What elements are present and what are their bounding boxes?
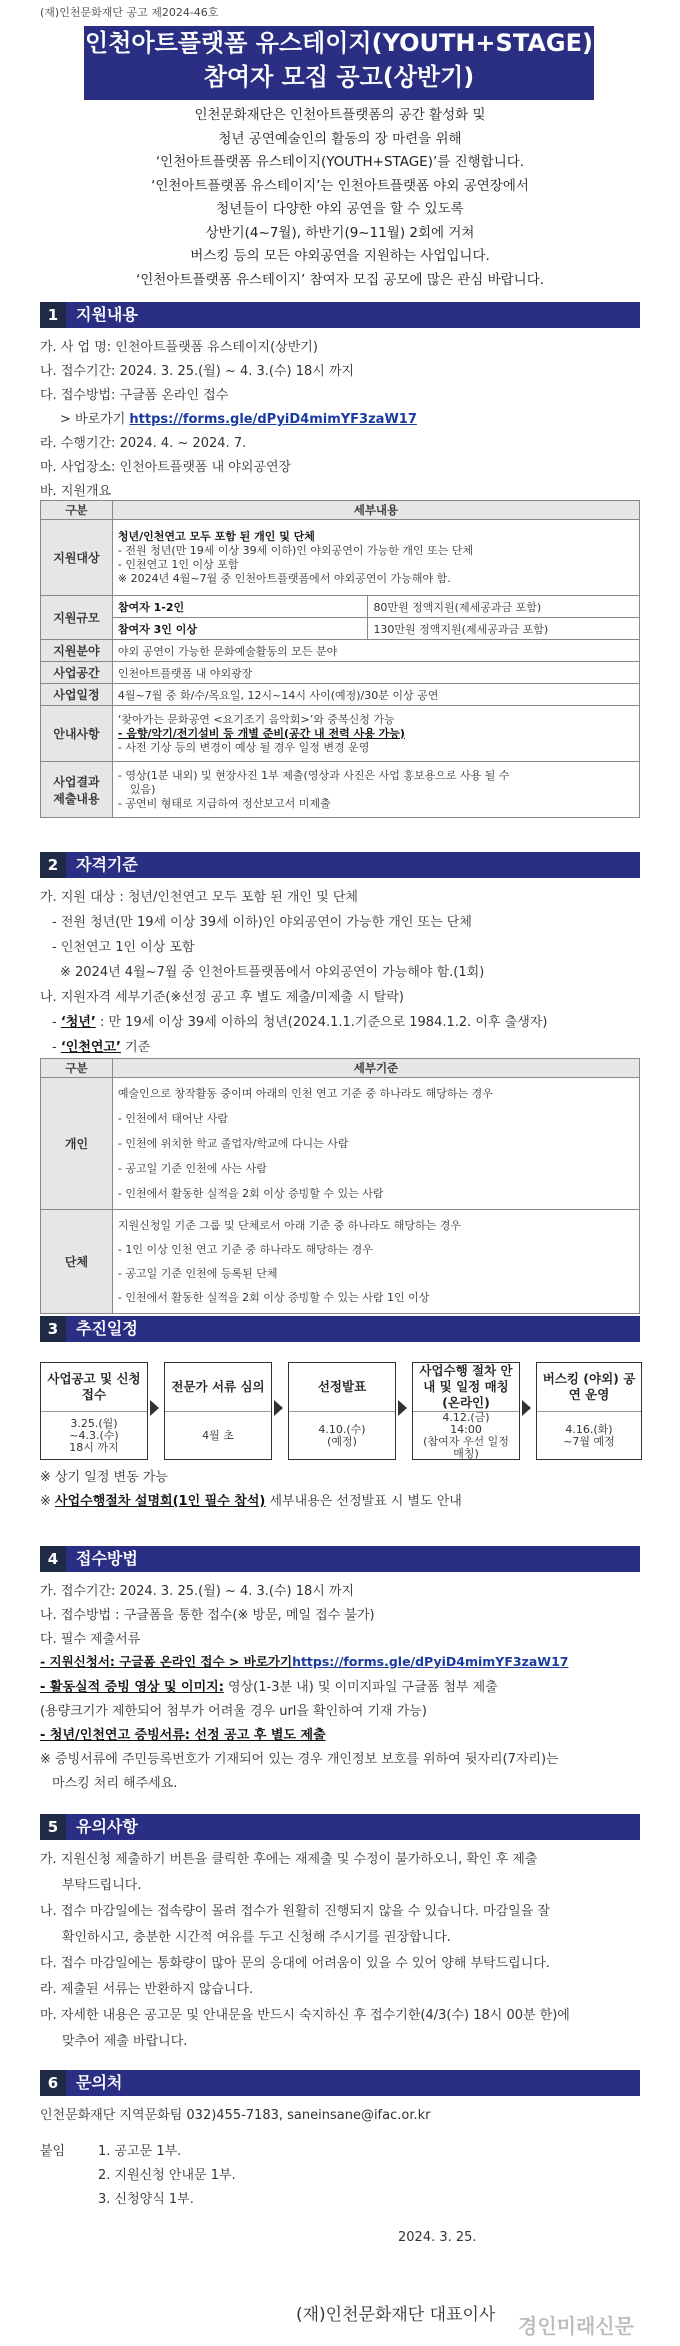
notice-line: 확인하시고, 충분한 시간적 여유를 두고 신청해 주시기를 권장합니다. <box>62 1930 451 1945</box>
notice-line: 다. 접수 마감일에는 통화량이 많아 문의 응대에 어려움이 있을 수 있어 양해 부탁드립니다. <box>40 1956 550 1971</box>
support-method: 다. 접수방법: 구글폼 온라인 접수 <box>40 388 229 403</box>
section-5-header <box>40 1814 640 1840</box>
row-value: 참여자 3인 이상 <box>112 618 368 640</box>
schedule-step <box>40 1362 148 1460</box>
apply-period: 가. 접수기간: 2024. 3. 25.(월) ~ 4. 3.(수) 18시 까지 <box>40 1584 355 1599</box>
intro-line: ‘인천아트플랫폼 유스테이지’ 참여자 모집 공모에 많은 관심 바랍니다. <box>135 271 545 288</box>
cell-line: ※ 2024년 4월~7월 중 인천아트플랫폼에서 야외공연이 가능해야 함. <box>117 571 451 585</box>
qual-incheon: - ‘인천연고’ 기준 <box>52 1040 151 1055</box>
qualification-table <box>40 1058 640 1314</box>
cell-line: - 공연비 형태로 지급하여 정산보고서 미제출 <box>117 796 331 810</box>
intro-line: 버스킹 등의 모든 야외공연을 지원하는 사업입니다. <box>190 248 490 264</box>
step-detail <box>413 1412 519 1459</box>
row-value: 130만원 정액지원(제세공과금 포함) <box>368 618 640 640</box>
apply-doc-form <box>40 1652 568 1670</box>
cell-line: - 인천연고 1인 이상 포함 <box>117 557 239 571</box>
intro-line: 청년 공연예술인의 활동의 장 마련을 위해 <box>218 130 462 147</box>
cell-line: - 사전 기상 등의 변경이 예상 될 경우 일정 변경 운영 <box>117 740 370 754</box>
cell-line: 예술인으로 창작활동 중이며 아래의 인천 연고 기준 중 하나라도 해당하는 경우 <box>117 1087 493 1100</box>
attachment-item: 3. 신청양식 1부. <box>98 2192 194 2207</box>
section-title: 자격기준 <box>66 852 640 878</box>
step-title: 사업공고 및 신청 접수 <box>41 1363 147 1412</box>
step-detail-line: 3.25.(월) <box>70 1416 118 1430</box>
step-detail-line: ~7월 예정 <box>563 1434 615 1448</box>
qual-target-1: - 전원 청년(만 19세 이상 39세 이하)인 야외공연이 가능한 개인 또는 단체 <box>52 915 472 930</box>
support-term: 라. 수행기간: 2024. 4. ~ 2024. 7. <box>40 436 247 451</box>
qual-criteria: 나. 지원자격 세부기준(※선정 공고 후 별도 제출/미제출 시 탈락) <box>40 990 404 1005</box>
table-row <box>41 706 640 762</box>
row-label: 지원분야 <box>41 640 113 662</box>
notice-line: 마. 자세한 내용은 공고문 및 안내문을 반드시 숙지하신 후 접수기한(4/3(수) 18시 00분 한)에 <box>40 2008 570 2023</box>
schedule-note-1: ※ 상기 일정 변동 가능 <box>40 1470 168 1485</box>
section-number: 2 <box>40 852 66 878</box>
row-label: 사업결과 제출내용 <box>41 762 113 818</box>
section-3-header <box>40 1316 640 1342</box>
row-label: 사업일정 <box>41 684 113 706</box>
qual-youth-key: ‘청년’ <box>60 1015 96 1030</box>
row-label: 안내사항 <box>41 706 113 762</box>
apply-privacy-note: ※ 증빙서류에 주민등록번호가 기재되어 있는 경우 개인정보 보호를 위하여 뒷자리(7자리)는 <box>40 1752 559 1767</box>
table-row <box>41 640 640 662</box>
step-detail-line: ~4.3.(수) <box>69 1428 119 1442</box>
arrow-right-icon <box>274 1400 283 1416</box>
arrow-right-icon <box>150 1400 159 1416</box>
row-value <box>112 762 639 818</box>
step-detail-line: 18시 까지 <box>69 1440 119 1454</box>
note-rest: 세부내용은 선정발표 시 별도 안내 <box>265 1494 462 1509</box>
table-row <box>41 1210 640 1314</box>
cell-line: - 전원 청년(만 19세 이상 39세 이하)인 야외공연이 가능한 개인 또는 단체 <box>117 543 474 557</box>
table-header-row <box>41 1059 640 1078</box>
doc-media-label: - 활동실적 증빙 영상 및 이미지: <box>40 1680 224 1695</box>
intro-line: 인천문화재단은 인천아트플랫폼의 공간 활성화 및 <box>194 107 486 123</box>
cell-line: - 인천에서 활동한 실적을 2회 이상 증빙할 수 있는 사람 <box>117 1187 384 1200</box>
step-detail <box>41 1412 147 1459</box>
table-header: 구분 <box>41 501 113 520</box>
intro-line: ‘인천아트플랫폼 유스테이지(YOUTH+STAGE)’를 진행합니다. <box>155 154 525 170</box>
section-number: 3 <box>40 1316 66 1342</box>
step-detail-line: 4월 초 <box>202 1428 234 1442</box>
link-prefix: > 바로가기 <box>60 412 126 427</box>
table-header-row <box>41 501 640 520</box>
intro-line: ‘인천아트플랫폼 유스테이지’는 인천아트플랫폼 야외 공연장에서 <box>151 177 529 194</box>
notice-line: 부탁드립니다. <box>62 1878 142 1893</box>
application-form-link-2[interactable]: https://forms.gle/dPyiD4mimYF3zaW17 <box>292 1654 569 1669</box>
section-number: 1 <box>40 302 66 328</box>
step-detail <box>537 1412 641 1459</box>
qual-target-2: - 인천연고 1인 이상 포함 <box>52 940 195 955</box>
intro-text <box>40 104 640 292</box>
table-header: 세부기준 <box>112 1059 639 1078</box>
section-2-header <box>40 852 640 878</box>
table-row <box>41 684 640 706</box>
section-number: 6 <box>40 2070 66 2096</box>
step-detail-line: 4.12.(금) <box>442 1410 490 1424</box>
step-detail-line: 매칭) <box>453 1446 479 1460</box>
table-row <box>41 662 640 684</box>
cell-line: - 인천에서 태어난 사람 <box>117 1112 228 1125</box>
row-label: 개인 <box>41 1078 113 1210</box>
apply-docs: 다. 필수 제출서류 <box>40 1632 141 1647</box>
attachment-item: 2. 지원신청 안내문 1부. <box>98 2168 236 2183</box>
issue-date: 2024. 3. 25. <box>398 2230 477 2245</box>
apply-doc-proof: - 청년/인천연고 증빙서류: 선정 공고 후 별도 제출 <box>40 1728 326 1743</box>
row-label: 사업공간 <box>41 662 113 684</box>
cell-line: - 영상(1분 내외) 및 현장사진 1부 제출(영상과 사진은 사업 홍보용으로 사용 될 수 <box>117 768 510 782</box>
qual-incheon-rest: 기준 <box>125 1040 151 1055</box>
section-title: 추진일정 <box>66 1316 640 1342</box>
row-value <box>112 706 639 762</box>
note-bold: 사업수행절차 설명회(1인 필수 참석) <box>55 1494 266 1509</box>
step-detail-line: (예정) <box>327 1434 357 1448</box>
step-detail-line: 14:00 <box>450 1422 482 1436</box>
cell-line: 지원신청일 기준 그룹 및 단체로서 아래 기준 중 하나라도 해당하는 경우 <box>117 1218 462 1232</box>
section-title: 유의사항 <box>66 1814 640 1840</box>
step-detail <box>165 1412 271 1459</box>
schedule-step <box>412 1362 520 1460</box>
table-row <box>41 762 640 818</box>
row-value <box>112 520 639 596</box>
support-place: 마. 사업장소: 인천아트플랫폼 내 야외공연장 <box>40 460 292 475</box>
schedule-step <box>536 1362 642 1460</box>
row-label: 지원대상 <box>41 520 113 596</box>
section-title: 문의처 <box>66 2070 640 2096</box>
cell-line: - 인천에서 활동한 실적을 2회 이상 증빙할 수 있는 사람 1인 이상 <box>117 1290 430 1304</box>
cell-line: - 인천에 위치한 학교 졸업자/학교에 다니는 사람 <box>117 1137 349 1150</box>
cell-line: 있음) <box>129 782 156 796</box>
cell-line: - 공고일 기준 인천에 사는 사람 <box>117 1162 267 1175</box>
table-row <box>41 520 640 596</box>
section-title: 접수방법 <box>66 1546 640 1572</box>
attachment-item: 1. 공고문 1부. <box>98 2144 182 2159</box>
arrow-right-icon <box>522 1400 531 1416</box>
qual-incheon-key: ‘인천연고’ <box>60 1040 121 1055</box>
notice-line: 나. 접수 마감일에는 접속량이 몰려 접수가 원활히 진행되지 않을 수 있습니다. 마감일을 잘 <box>40 1904 550 1919</box>
arrow-right-icon <box>398 1400 407 1416</box>
row-value: 야외 공연이 가능한 문화예술활동의 모든 분야 <box>112 640 639 662</box>
support-project: 가. 사 업 명: 인천아트플랫폼 유스테이지(상반기) <box>40 340 318 355</box>
qual-target-3: ※ 2024년 4월~7월 중 인천아트플랫폼에서 야외공연이 가능해야 함.(1회) <box>60 965 485 980</box>
apply-privacy-note-2: 마스킹 처리 해주세요. <box>52 1776 178 1791</box>
step-detail <box>289 1412 395 1459</box>
table-header: 구분 <box>41 1059 113 1078</box>
watermark-logo: 경인미래신문 <box>518 2314 634 2338</box>
section-number: 5 <box>40 1814 66 1840</box>
cell-line: ‘찾아가는 문화공연 <요기조기 음악회>’와 중복신청 가능 <box>117 712 395 726</box>
support-link-row <box>60 408 417 427</box>
table-row <box>41 618 640 640</box>
intro-line: 상반기(4~7월), 하반기(9~11월) 2회에 거쳐 <box>205 224 475 241</box>
notice-line: 라. 제출된 서류는 반환하지 않습니다. <box>40 1982 254 1997</box>
row-value: 참여자 1-2인 <box>112 596 368 618</box>
section-title: 지원내용 <box>66 302 640 328</box>
cell-line: - 1인 이상 인천 연고 기준 중 하나라도 해당하는 경우 <box>117 1242 373 1256</box>
qual-youth-rest: : 만 19세 이상 39세 이하의 청년(2024.1.1.기준으로 1984.1.2. 이후 출생자) <box>99 1015 548 1030</box>
support-period: 나. 접수기간: 2024. 3. 25.(월) ~ 4. 3.(수) 18시 까지 <box>40 364 355 379</box>
doc-number: (재)인천문화재단 공고 제2024-46호 <box>40 6 219 19</box>
row-value: 80만원 정액지원(제세공과금 포함) <box>368 596 640 618</box>
table-row <box>41 596 640 618</box>
row-value: 인천아트플랫폼 내 야외광장 <box>112 662 639 684</box>
doc-form-label: - 지원신청서: 구글폼 온라인 접수 > 바로가기 <box>40 1654 293 1669</box>
title-line-2: 참여자 모집 공고(상반기) <box>203 63 475 91</box>
row-value <box>112 1210 639 1314</box>
qual-target: 가. 지원 대상 : 청년/인천연고 모두 포함 된 개인 및 단체 <box>40 890 358 905</box>
step-detail-line: (참여자 우선 일정 <box>423 1434 509 1448</box>
row-value: 4월~7월 중 화/수/목요일, 12시~14시 사이(예정)/30분 이상 공연 <box>112 684 639 706</box>
signature: (재)인천문화재단 대표이사 <box>296 2305 496 2325</box>
intro-line: 청년들이 다양한 야외 공연을 할 수 있도록 <box>216 201 464 217</box>
cell-line: - 음향/악기/전기설비 등 개별 준비(공간 내 전력 사용 가능) <box>117 726 405 740</box>
row-label: 지원규모 <box>41 596 113 640</box>
schedule-step <box>288 1362 396 1460</box>
doc-media-rest: 영상(1-3분 내) 및 이미지파일 구글폼 첨부 제출 <box>223 1680 498 1695</box>
row-label: 단체 <box>41 1210 113 1314</box>
schedule-note-2 <box>40 1490 462 1509</box>
note-prefix: ※ <box>40 1494 56 1509</box>
apply-method: 나. 접수방법 : 구글폼을 통한 접수(※ 방문, 메일 접수 불가) <box>40 1608 375 1623</box>
cell-line: 청년/인천연고 모두 포함 된 개인 및 단체 <box>117 529 315 543</box>
table-row <box>41 1078 640 1210</box>
section-6-header <box>40 2070 640 2096</box>
title-banner <box>84 26 594 100</box>
step-title: 전문가 서류 심의 <box>165 1363 271 1412</box>
step-title: 선정발표 <box>289 1363 395 1412</box>
title-line-1: 인천아트플랫폼 유스테이지(YOUTH+STAGE) <box>85 29 593 57</box>
schedule-step <box>164 1362 272 1460</box>
application-form-link[interactable]: https://forms.gle/dPyiD4mimYF3zaW17 <box>129 412 417 427</box>
attachments-label: 붙임 <box>40 2144 66 2159</box>
support-overview-label: 바. 지원개요 <box>40 484 112 499</box>
support-table <box>40 500 640 818</box>
section-number: 4 <box>40 1546 66 1572</box>
section-4-header <box>40 1546 640 1572</box>
apply-doc-media-note: (용량크기가 제한되어 첨부가 어려울 경우 url을 확인하여 기재 가능) <box>40 1704 427 1719</box>
apply-doc-media <box>40 1676 498 1695</box>
contact-info: 인천문화재단 지역문화팀 032)455-7183, saneinsane@ifac.or.kr <box>40 2108 431 2123</box>
step-title: 버스킹 (야외) 공연 운영 <box>537 1363 641 1412</box>
qual-youth: - ‘청년’ : 만 19세 이상 39세 이하의 청년(2024.1.1.기준으로 1984.1.2. 이후 출생자) <box>52 1015 548 1030</box>
step-detail-line: 4.10.(수) <box>318 1422 366 1436</box>
cell-line: - 공고일 기준 인천에 등록된 단체 <box>117 1266 278 1280</box>
step-title: 사업수행 절차 안내 및 일정 매칭(온라인) <box>413 1363 519 1412</box>
table-header: 세부내용 <box>112 501 639 520</box>
notice-line: 맞추어 제출 바랍니다. <box>62 2034 188 2049</box>
row-value <box>112 1078 639 1210</box>
notice-line: 가. 지원신청 제출하기 버튼을 클릭한 후에는 재제출 및 수정이 불가하오니, 확인 후 제출 <box>40 1852 538 1867</box>
step-detail-line: 4.16.(화) <box>565 1422 613 1436</box>
section-1-header <box>40 302 640 328</box>
